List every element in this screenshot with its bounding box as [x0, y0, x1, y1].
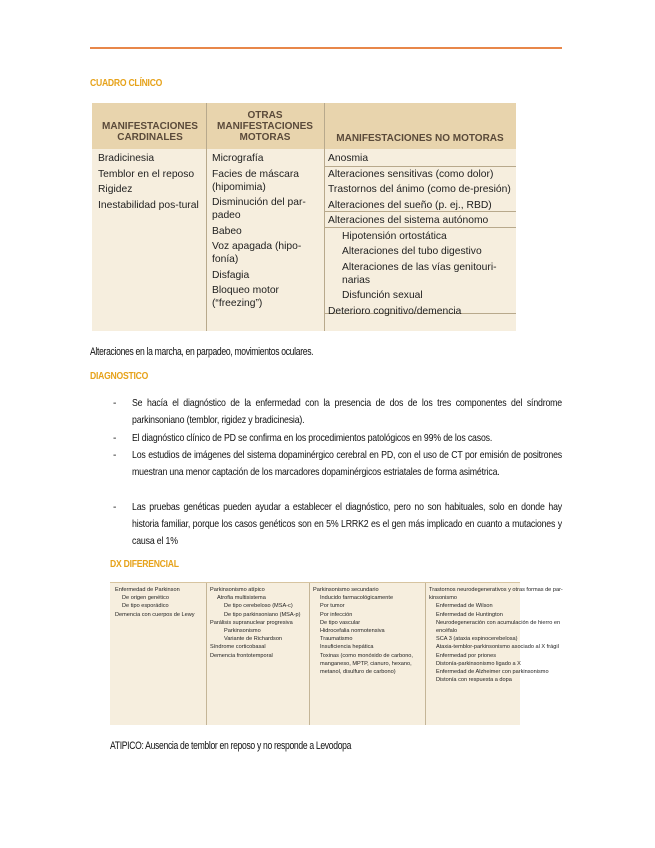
list-item: Demencia con cuerpos de Lewy [115, 611, 195, 618]
list-item: Trastornos neurodegenerativos y otras formas de par- [429, 587, 563, 593]
list-item: Atrofia multisistema [217, 595, 266, 602]
list-item: Deterioro cognitivo/demencia [328, 305, 462, 317]
list-item: Variante de Richardson [224, 636, 283, 643]
bullet-dash: - [113, 433, 117, 444]
list-item: Por tumor [320, 603, 345, 610]
list-item: Por infección [320, 611, 353, 618]
list-item: kinsonismo [429, 595, 457, 602]
list-item: Alteraciones sensitivas (como dolor) [328, 168, 494, 180]
top-rule [90, 47, 562, 49]
header-otras-motoras: OTRAS MANIFESTACIONES MOTORAS [217, 110, 313, 143]
list-item: De tipo esporádico [122, 603, 169, 610]
list-item: Hidrocefalia normotensiva [320, 628, 385, 635]
note-line: Alteraciones en la marcha, en parpadeo, movimientos oculares. [90, 346, 314, 358]
list-item: Rigidez [98, 184, 133, 195]
list-item: Inestabilidad pos-tural [98, 199, 199, 211]
col-cardinales [98, 152, 204, 214]
list-item: De origen genético [122, 595, 169, 602]
list-item: De tipo parkinsoniano (MSA-p) [224, 611, 301, 618]
list-item: manganeso, MPTP, cianuro, hexano, [320, 660, 412, 667]
list-item: Facies de máscara (hipomimia) [212, 168, 299, 193]
list-item: Micrografía [212, 153, 264, 164]
col-trastornos-neurodegenerativos [429, 586, 563, 684]
diagnostico-text: Las pruebas genéticas pueden ayudar a establecer el diagnóstico, pero no son habituales, solo en donde hay historia familiar, porque los casos genéticos son en 5% LRRK2 es el gen más implicado en cuanto a mutaciones y causa el 1% [132, 502, 562, 547]
list-item: Distonía-parkinsonismo ligado a X [436, 660, 521, 667]
list-item: Enfermedad de Parkinson [115, 587, 180, 593]
list-item: Parkinsonismo [224, 628, 261, 635]
col-parkinsonismo-atipico [210, 586, 300, 660]
bullet-dash: - [113, 502, 117, 513]
list-item: Hipotensión ortostática [342, 230, 447, 242]
list-item: De tipo cerebeloso (MSA-c) [224, 603, 293, 610]
list-item: Alteraciones del sistema autónomo [328, 215, 489, 226]
list-item: Demencia frontotemporal [210, 652, 273, 659]
atipico-line: ATIPICO: Ausencia de temblor en reposo y no responde a Levodopa [110, 740, 352, 752]
list-item: SCA 3 (ataxia espinocerebelosa) [436, 636, 518, 643]
list-item: Inducido farmacológicamente [320, 595, 394, 602]
list-item: Traumatismo [320, 636, 353, 643]
list-item: Bradicinesia [98, 153, 155, 164]
col-parkinson [115, 586, 195, 619]
list-item: Síndrome corticobasal [210, 644, 266, 651]
list-item: Parkinsonismo atípico [210, 587, 265, 593]
list-item: Enfermedad de Wilson [436, 603, 493, 610]
bullet-dash: - [113, 398, 117, 409]
list-item: Anosmia [328, 153, 369, 164]
list-item: Parkinsonismo secundario [313, 587, 379, 593]
list-item: Alteraciones del tubo digestivo [342, 246, 482, 257]
list-item: Enfermedad de Alzheimer con parkinsonismo [436, 669, 549, 676]
list-item: Bloqueo motor (“freezing”) [212, 285, 279, 309]
list-item: Disminución del par-padeo [212, 197, 306, 221]
list-item: Trastornos del ánimo (como de-presión) [328, 184, 511, 195]
list-item: Alteraciones del sueño (p. ej., RBD) [328, 199, 492, 211]
heading-dx-diferencial: DX DIFERENCIAL [110, 558, 179, 570]
bullet-dash: - [113, 450, 117, 461]
diagnostico-text: Se hacía el diagnóstico de la enfermedad con la presencia de dos de los tres componentes del síndrome parkinsoniano (temblor, rigidez y bradicinesia). [132, 398, 562, 426]
col-parkinsonismo-secundario [313, 586, 413, 676]
heading-diagnostico: DIAGNOSTICO [90, 370, 149, 382]
list-item: Neurodegeneración con acumulación de hierro en [436, 619, 561, 626]
diagnostico-text: El diagnóstico clínico de PD se confirma en los procedimientos patológicos en 99% de los casos. [132, 433, 493, 444]
list-item: Babeo [212, 225, 242, 237]
col-no-motoras [328, 152, 514, 320]
list-item: Insuficiencia hepática [320, 644, 374, 651]
list-item: Temblor en el reposo [98, 168, 195, 180]
list-item: Ataxia-temblor-parkinsonismo asociado al X frágil [436, 644, 559, 651]
header-no-motoras: MANIFESTACIONES NO MOTORAS [336, 133, 504, 144]
list-item: Toxinas (como monóxido de carbono, [320, 652, 413, 659]
list-item: Parálisis supranuclear progresiva [210, 619, 293, 626]
list-item: Voz apagada (hipo-fonía) [212, 241, 302, 265]
list-item: De tipo vascular [320, 619, 361, 626]
list-item: Alteraciones de las vías genitouri-narias [342, 261, 497, 286]
list-item: metanol, disulfuro de carbono) [320, 669, 396, 676]
header-cardinales: MANIFESTACIONES CARDINALES [102, 121, 198, 143]
list-item: Enfermedad de Huntington [436, 611, 503, 618]
list-item: encéfalo [436, 628, 458, 635]
col-otras-motoras [212, 152, 322, 313]
list-item: Disfagia [212, 269, 250, 281]
table-differential-diagnosis [110, 582, 563, 725]
diagnostico-text: Los estudios de imágenes del sistema dopaminérgico cerebral en PD, con el uso de CT por emisión de positrones muestran una menor captación de los marcadores dopaminérgicos estriatales de forma asimétrica. [132, 450, 562, 478]
table-clinical-manifestations [92, 103, 516, 331]
list-item: Distonía con respuesta a dopa [436, 677, 512, 684]
heading-cuadro-clinico: CUADRO CLÍNICO [90, 77, 163, 89]
list-item: Enfermedad por priones [436, 652, 497, 659]
list-item: Disfunción sexual [342, 290, 423, 301]
